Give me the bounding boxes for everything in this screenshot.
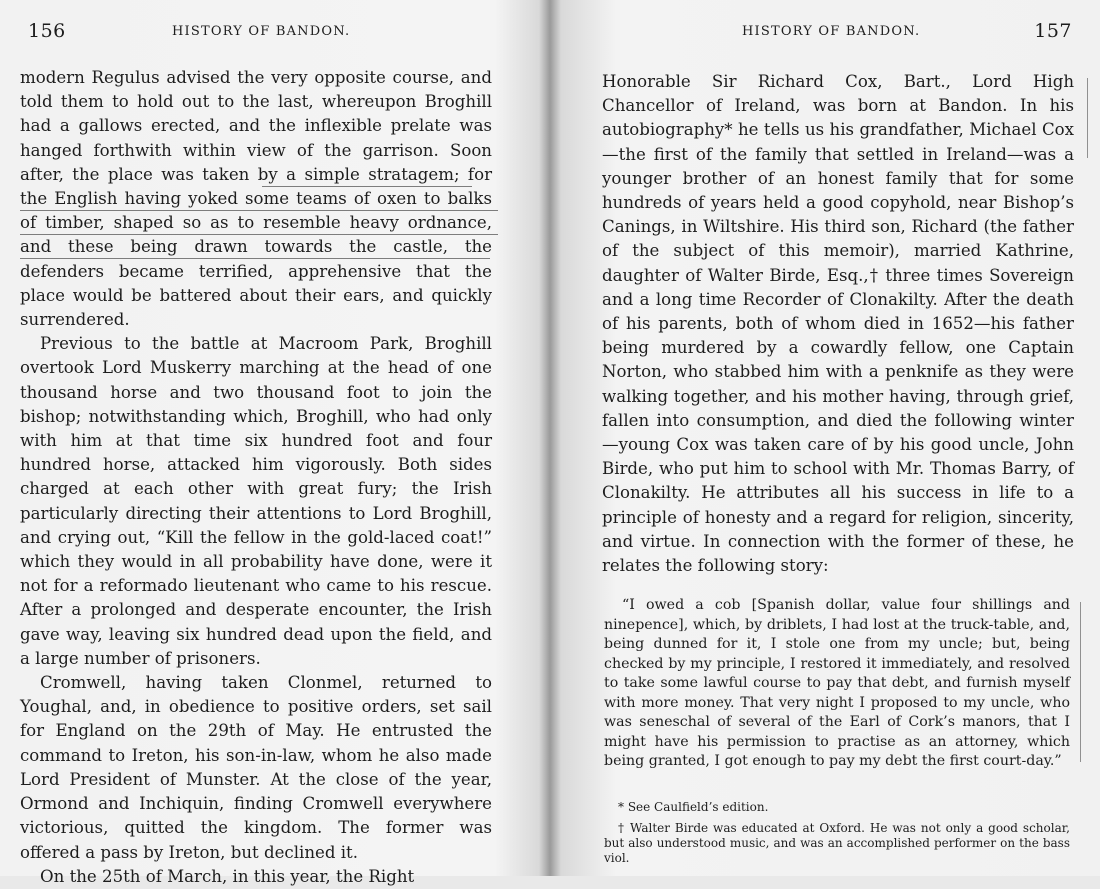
right-page: [552, 0, 1100, 876]
left-paragraph: Cromwell, having taken Clonmel, returned to Youghal, and, in obedience to positive orders, set sail for England on the 29th of May. He entrusted the command to Ireton, his son-in-law, whom he also made Lord President of Munster. At the close of the year, Ormond and Inchiquin, finding Cromwell everywhere victorious, quitted the kingdom. The former was offered a pass by Ireton, but declined it.: [20, 673, 492, 862]
right-running-head: HISTORY OF BANDON.: [742, 24, 921, 39]
left-paragraph: On the 25th of March, in this year, the Right: [40, 866, 415, 886]
right-paragraph: Honorable Sir Richard Cox, Bart., Lord High Chancellor of Ireland, was born at Bandon. In his autobiography* he tells us his grandfather, Michael Cox—the first of the family that settled in Ireland—was a younger brother of an honest family that for some hundreds of years held a good copyhold, near Bishop’s Canings, in Wiltshire. His third son, Richard (the father of the subject of this memoir), married Kathrine, daughter of Walter Birde, Esq.,† three times Sovereign and a long time Recorder of Clonakilty. After the death of his parents, both of whom died in 1652—his father being murdered by a cowardly fellow, one Captain Norton, who stabbed him with a penknife as they were walking together, and his mother having, through grief, fallen into consumption, and died the following winter—young Cox was taken care of by his good uncle, John Birde, who put him to school with Mr. Thomas Barry, of Clonakilty. He attributes all his success in life to a principle of honesty and a regard for religion, sincerity, and virtue. In connection with the former of these, he relates the following story:: [602, 72, 1074, 576]
left-paragraph: Previous to the battle at Macroom Park, Broghill overtook Lord Muskerry marching at the head of one thousand horse and two thousand foot to join the bishop; notwithstanding which, Broghill, who had only with him at that time six hundred foot and four hundred horse, attacked him vigorously. Both sides charged at each other with great fury; the Irish particularly directing their attentions to Lord Broghill, and crying out, “Kill the fellow in the gold-laced coat!” which they would in all probability have done, were it not for a reformado lieutenant who came to his rescue. After a prolonged and desperate encounter, the Irish gave way, leaving six hundred dead upon the field, and a large number of prisoners.: [20, 334, 492, 668]
footnote: * See Caulfield’s edition.: [618, 800, 769, 814]
pencil-underline: [20, 210, 498, 211]
right-page-body: [602, 70, 1074, 578]
left-page-body: [20, 66, 492, 889]
footnotes: [604, 800, 1070, 872]
pencil-margin-line: [1080, 602, 1081, 762]
pencil-margin-line: [1087, 78, 1088, 158]
left-page-number: 156: [28, 20, 66, 42]
pencil-underline: [262, 186, 472, 187]
pencil-underline: [20, 234, 498, 235]
pencil-underline: [20, 258, 490, 259]
quote-text: “I owed a cob [Spanish dollar, value four shillings and ninepence], which, by driblets, I had lost at the truck-table, and, being dunned for it, I stole one from my uncle; but, being checked by my principle, I restored it immediately, and resolved to take some lawful course to pay that debt, and furnish myself with more money. That very night I proposed to my uncle, who was seneschal of several of the Earl of Cork’s manors, that I might have his permission to practise as an attorney, which being granted, I got enough to pay my debt the first court-day.”: [604, 597, 1070, 769]
left-page: [0, 0, 548, 886]
right-page-number: 157: [1034, 20, 1072, 42]
block-quote: [604, 596, 1070, 772]
footnote: † Walter Birde was educated at Oxford. He was not only a good scholar, but also understood music, and was an accomplished performer on the bass viol.: [604, 821, 1070, 865]
left-paragraph: modern Regulus advised the very opposite course, and told them to hold out to the last, whereupon Broghill had a gallows erected, and the inflexible prelate was hanged forthwith within view of the garrison. Soon after, the place was taken by a simple stratagem; for the English having yoked some teams of oxen to balks of timber, shaped so as to resemble heavy ordnance, and these being drawn towards the castle, the defenders became terrified, apprehensive that the place would be battered about their ears, and quickly surrendered.: [20, 68, 492, 330]
left-running-head: HISTORY OF BANDON.: [172, 24, 351, 39]
